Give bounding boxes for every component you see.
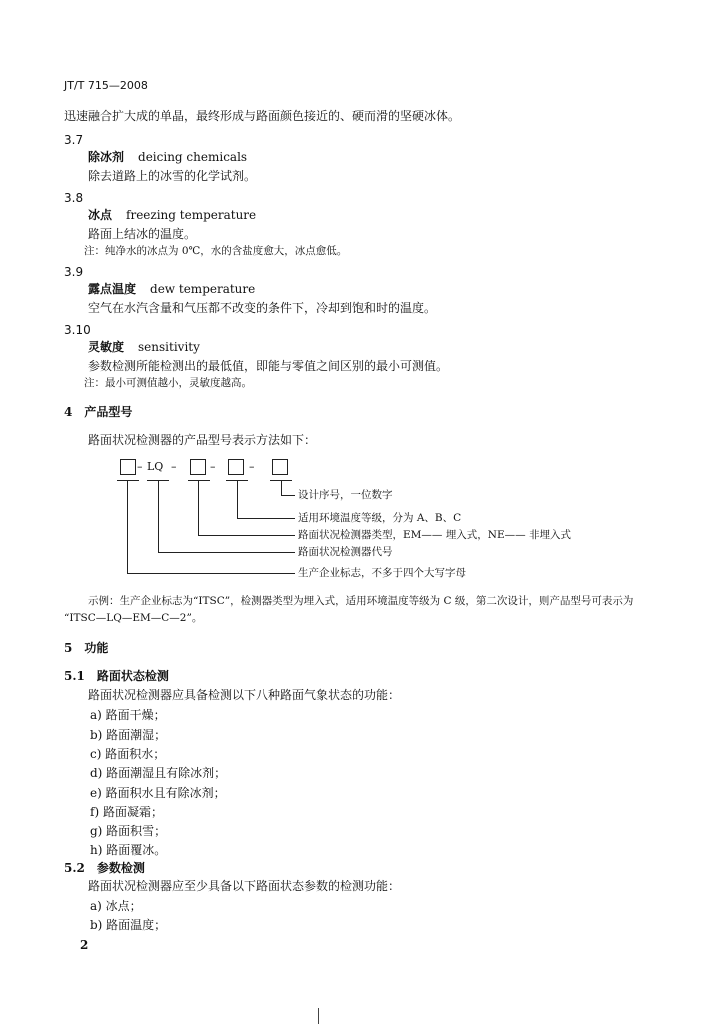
list-item: b) 路面温度； xyxy=(90,918,167,932)
clause-number: 3.7 xyxy=(64,133,84,147)
placeholder-box xyxy=(228,459,244,475)
detector-code-label: 路面状况检测器代号 xyxy=(298,546,393,558)
leader-line xyxy=(127,480,128,573)
leader-line xyxy=(158,552,295,553)
placeholder-box xyxy=(272,459,288,475)
placeholder-box xyxy=(190,459,206,475)
term-definition: 参数检测所能检测出的最低值，即能与零值之间区别的最小可测值。 xyxy=(88,359,449,373)
list-item: f) 路面凝霜； xyxy=(90,805,163,819)
standard-code-header: JT/T 715—2008 xyxy=(64,79,148,92)
list-item: d) 路面潮湿且有除冰剂； xyxy=(90,766,227,780)
term-heading: 灵敏度 sensitivity xyxy=(88,340,200,354)
paragraph: 路面状况检测器应具备检测以下八种路面气象状态的功能： xyxy=(88,688,401,702)
clause-number: 3.8 xyxy=(64,191,84,205)
leader-line xyxy=(237,480,238,518)
leader-line xyxy=(237,518,295,519)
leader-line xyxy=(198,535,295,536)
list-item: a) 路面干燥； xyxy=(90,708,166,722)
clause-number: 3.10 xyxy=(64,323,91,337)
separator: – xyxy=(137,460,143,473)
term-definition: 除去道路上的冰雪的化学试剂。 xyxy=(88,169,257,183)
paragraph: 路面状况检测器的产品型号表示方法如下： xyxy=(88,433,317,447)
separator: – xyxy=(210,460,216,473)
manufacturer-mark-label: 生产企业标志，不多于四个大写字母 xyxy=(298,567,466,579)
term-definition: 路面上结冰的温度。 xyxy=(88,227,197,241)
detector-type-label: 路面状况检测器类型，EM—— 埋入式，NE—— 非埋入式 xyxy=(298,529,571,541)
separator: – xyxy=(249,460,255,473)
paragraph: 路面状况检测器应至少具备以下路面状态参数的检测功能： xyxy=(88,879,401,893)
bracket-line xyxy=(188,480,210,481)
chapter-title: 4 产品型号 xyxy=(64,405,133,419)
clause-number: 3.9 xyxy=(64,265,84,279)
list-item: h) 路面覆冰。 xyxy=(90,843,167,857)
term-note: 注：纯净水的冰点为 0℃，水的含盐度愈大，冰点愈低。 xyxy=(84,245,348,257)
term-heading: 露点温度 dew temperature xyxy=(88,282,256,296)
list-item: e) 路面积水且有除冰剂； xyxy=(90,786,226,800)
env-temp-grade-label: 适用环境温度等级，分为 A、B、C xyxy=(298,512,462,524)
bracket-line xyxy=(117,480,139,481)
list-item: c) 路面积水； xyxy=(90,747,166,761)
term-heading: 冰点 freezing temperature xyxy=(88,208,257,222)
term-note: 注：最小可测值越小，灵敏度越高。 xyxy=(84,377,252,389)
leader-line xyxy=(127,573,295,574)
detector-code: LQ xyxy=(147,460,164,473)
continuation-text: 迅速融合扩大成的单晶，最终形成与路面颜色接近的、硬而滑的坚硬冰体。 xyxy=(64,109,461,123)
section-title: 5.2 参数检测 xyxy=(64,861,145,875)
list-item: b) 路面潮湿； xyxy=(90,728,167,742)
leader-line xyxy=(281,495,295,496)
leader-line xyxy=(198,480,199,535)
design-number-label: 设计序号，一位数字 xyxy=(298,489,393,501)
list-item: a) 冰点； xyxy=(90,899,142,913)
section-title: 5.1 路面状态检测 xyxy=(64,669,169,683)
placeholder-box xyxy=(120,459,136,475)
chapter-title: 5 功能 xyxy=(64,641,109,655)
term-heading: 除冰剂 deicing chemicals xyxy=(88,150,248,164)
separator: – xyxy=(171,460,177,473)
leader-line xyxy=(281,480,282,495)
list-item: g) 路面积雪； xyxy=(90,824,167,838)
term-definition: 空气在水汽含量和气压都不改变的条件下，冷却到饱和时的温度。 xyxy=(88,301,437,315)
example-note-cont: “ITSC—LQ—EM—C—2”。 xyxy=(64,612,203,624)
leader-line xyxy=(158,480,159,552)
page-number: 2 xyxy=(80,938,89,952)
example-note: 示例：生产企业标志为“ITSC”，检测器类型为埋入式，适用环境温度等级为 C 级，第二次设计，则产品型号可表示为 xyxy=(88,595,634,607)
scan-artifact-line xyxy=(318,1008,319,1024)
